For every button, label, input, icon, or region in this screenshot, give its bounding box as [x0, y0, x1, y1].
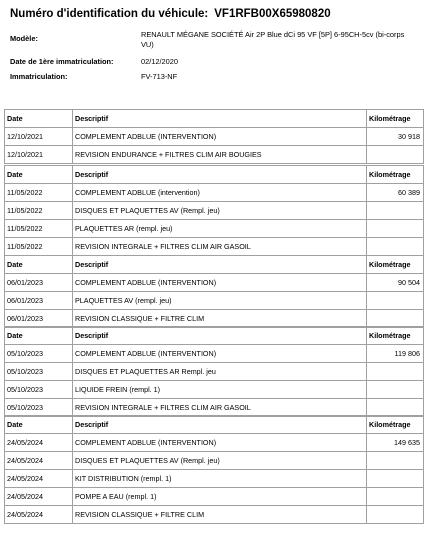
mileage-cell: 30 918	[367, 128, 424, 146]
mileage-cell: 60 389	[367, 184, 424, 202]
table-row	[5, 381, 424, 399]
service-table	[4, 165, 424, 256]
table-row	[5, 220, 424, 238]
column-header-descriptif: Descriptif	[73, 327, 367, 345]
column-header-descriptif: Descriptif	[73, 166, 367, 184]
date-cell: 24/05/2024	[5, 506, 73, 524]
mileage-cell	[367, 220, 424, 238]
table-header-row	[5, 256, 424, 274]
table-row	[5, 238, 424, 256]
table-row	[5, 128, 424, 146]
description-cell: COMPLEMENT ADBLUE (intervention)	[73, 184, 367, 202]
description-cell: DISQUES ET PLAQUETTES AV (Rempl. jeu)	[73, 202, 367, 220]
model-label: Modèle:	[10, 34, 38, 43]
description-cell: REVISION CLASSIQUE + FILTRE CLIM	[73, 310, 367, 328]
column-header-descriptif: Descriptif	[73, 416, 367, 434]
column-header-kilometrage: Kilométrage	[367, 256, 424, 274]
mileage-cell	[367, 310, 424, 328]
date-cell: 05/10/2023	[5, 399, 73, 417]
date-cell: 24/05/2024	[5, 488, 73, 506]
table-header-row	[5, 166, 424, 184]
description-cell: DISQUES ET PLAQUETTES AR Rempl. jeu	[73, 363, 367, 381]
table-row	[5, 452, 424, 470]
table-header-row	[5, 416, 424, 434]
date-cell: 06/01/2023	[5, 292, 73, 310]
first-registration-label: Date de 1ère immatriculation:	[10, 57, 114, 66]
date-cell: 24/05/2024	[5, 434, 73, 452]
column-header-date: Date	[5, 256, 73, 274]
description-cell: PLAQUETTES AR (rempl. jeu)	[73, 220, 367, 238]
mileage-cell	[367, 506, 424, 524]
table-row	[5, 434, 424, 452]
first-registration-value: 02/12/2020	[141, 57, 178, 66]
table-row	[5, 292, 424, 310]
table-row	[5, 363, 424, 381]
table-row	[5, 184, 424, 202]
table-header-row	[5, 327, 424, 345]
service-table	[4, 326, 424, 417]
date-cell: 24/05/2024	[5, 470, 73, 488]
mileage-cell	[367, 292, 424, 310]
mileage-cell	[367, 202, 424, 220]
column-header-date: Date	[5, 110, 73, 128]
description-cell: POMPE A EAU (rempl. 1)	[73, 488, 367, 506]
table-row	[5, 506, 424, 524]
description-cell: COMPLEMENT ADBLUE (INTERVENTION)	[73, 274, 367, 292]
service-table	[4, 109, 424, 164]
date-cell: 11/05/2022	[5, 220, 73, 238]
mileage-cell	[367, 399, 424, 417]
date-cell: 12/10/2021	[5, 128, 73, 146]
table-row	[5, 202, 424, 220]
description-cell: LIQUIDE FREIN (rempl. 1)	[73, 381, 367, 399]
description-cell: PLAQUETTES AV (rempl. jeu)	[73, 292, 367, 310]
mileage-cell: 119 806	[367, 345, 424, 363]
vin-heading	[10, 8, 422, 20]
mileage-cell: 149 635	[367, 434, 424, 452]
description-cell: REVISION INTEGRALE + FILTRES CLIM AIR GASOIL	[73, 238, 367, 256]
vin-value: VF1RFB00X65980820	[214, 8, 331, 20]
column-header-date: Date	[5, 327, 73, 345]
column-header-date: Date	[5, 166, 73, 184]
date-cell: 12/10/2021	[5, 146, 73, 164]
description-cell: DISQUES ET PLAQUETTES AV (Rempl. jeu)	[73, 452, 367, 470]
mileage-cell	[367, 146, 424, 164]
description-cell: COMPLEMENT ADBLUE (INTERVENTION)	[73, 434, 367, 452]
date-cell: 05/10/2023	[5, 363, 73, 381]
model-value: RENAULT MÉGANE SOCIÉTÉ Air 2P Blue dCi 95 VF [5P] 6-95CH-5cv (bi-corps VU)	[141, 30, 405, 49]
mileage-cell	[367, 488, 424, 506]
registration-value: FV-713-NF	[141, 72, 178, 81]
description-cell: REVISION ENDURANCE + FILTRES CLIM AIR BOUGIES	[73, 146, 367, 164]
mileage-cell	[367, 452, 424, 470]
date-cell: 24/05/2024	[5, 452, 73, 470]
description-cell: REVISION CLASSIQUE + FILTRE CLIM	[73, 506, 367, 524]
table-row	[5, 399, 424, 417]
mileage-cell	[367, 363, 424, 381]
mileage-cell	[367, 238, 424, 256]
service-table	[4, 415, 424, 524]
column-header-kilometrage: Kilométrage	[367, 327, 424, 345]
description-cell: KIT DISTRIBUTION (rempl. 1)	[73, 470, 367, 488]
column-header-kilometrage: Kilométrage	[367, 166, 424, 184]
date-cell: 11/05/2022	[5, 202, 73, 220]
mileage-cell	[367, 381, 424, 399]
column-header-kilometrage: Kilométrage	[367, 110, 424, 128]
description-cell: COMPLEMENT ADBLUE (INTERVENTION)	[73, 345, 367, 363]
date-cell: 11/05/2022	[5, 238, 73, 256]
table-row	[5, 470, 424, 488]
vehicle-header	[10, 8, 422, 81]
date-cell: 05/10/2023	[5, 345, 73, 363]
mileage-cell: 90 504	[367, 274, 424, 292]
date-cell: 05/10/2023	[5, 381, 73, 399]
column-header-descriptif: Descriptif	[73, 256, 367, 274]
vin-label: Numéro d'identification du véhicule:	[10, 8, 209, 20]
description-cell: COMPLEMENT ADBLUE (INTERVENTION)	[73, 128, 367, 146]
table-row	[5, 345, 424, 363]
date-cell: 11/05/2022	[5, 184, 73, 202]
date-cell: 06/01/2023	[5, 310, 73, 328]
column-header-kilometrage: Kilométrage	[367, 416, 424, 434]
mileage-cell	[367, 470, 424, 488]
date-cell: 06/01/2023	[5, 274, 73, 292]
registration-label: Immatriculation:	[10, 72, 68, 81]
description-cell: REVISION INTEGRALE + FILTRES CLIM AIR GASOIL	[73, 399, 367, 417]
table-header-row	[5, 110, 424, 128]
service-table	[4, 255, 424, 328]
table-row	[5, 146, 424, 164]
table-row	[5, 274, 424, 292]
column-header-date: Date	[5, 416, 73, 434]
column-header-descriptif: Descriptif	[73, 110, 367, 128]
table-row	[5, 488, 424, 506]
table-row	[5, 310, 424, 328]
